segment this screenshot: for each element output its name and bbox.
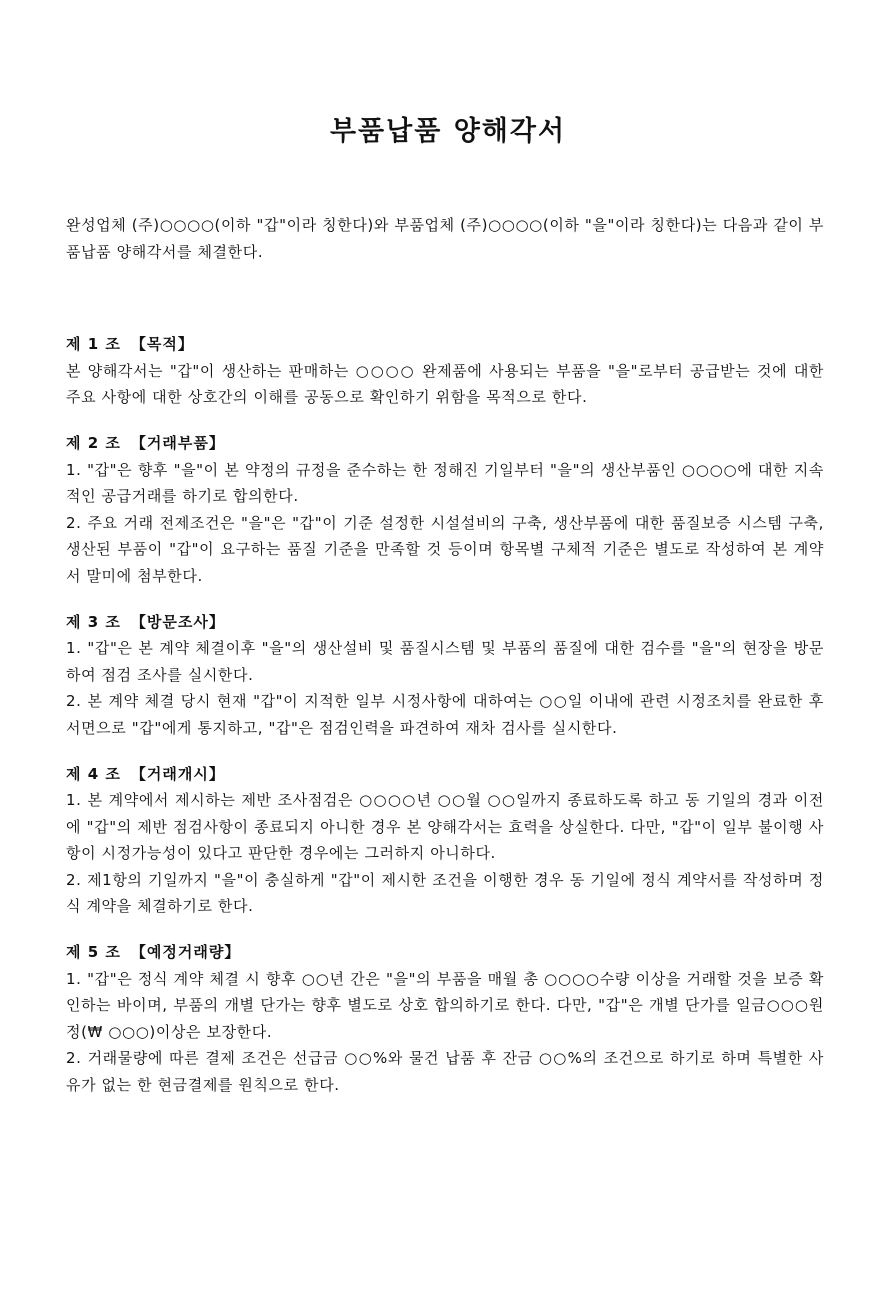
article-paragraph: 1. "갑"은 본 계약 체결이후 "을"의 생산설비 및 품질시스템 및 부품의 품질에 대한 검수를 "을"의 현장을 방문하여 점검 조사를 실시한다. [66,639,824,684]
article-paragraph: 2. 거래물량에 따른 결제 조건은 선급금 ○○%와 물건 납품 후 잔금 ○○%의 조건으로 하기로 하며 특별한 사유가 없는 한 현금결제를 원칙으로 한다. [66,1049,824,1095]
article-title: 【거래부품】 [130,433,225,452]
article-paragraph: 2. 본 계약 체결 당시 현재 "갑"이 지적한 일부 시정사항에 대하여는 ○○일 이내에 관련 시정조치를 완료한 후 서면으로 "갑"에게 통지하고, "갑"은 점검인력을 파견하여 재차 검사를 실시한다. [66,692,824,737]
article-number: 제 4 조 [66,764,121,783]
article-number: 제 1 조 [66,335,121,354]
article-4 [66,761,824,921]
article-number: 제 3 조 [66,612,121,631]
article-title: 【예정거래량】 [130,943,241,962]
article-number: 제 5 조 [66,943,121,962]
article-2 [66,430,824,590]
article-3 [66,609,824,742]
article-heading [66,331,824,358]
article-5 [66,939,824,1099]
article-paragraph: 1. "갑"은 정식 계약 체결 시 향후 ○○년 간은 "을"의 부품을 매월 총 ○○○○수량 이상을 거래할 것을 보증 확인하는 바이며, 부품의 개별 단가는 향후 별도로 상호 합의하기로 한다. 다만, "갑"은 개별 단가를 일금○○○원정(₩ ○○○)이상은 보장한다. [66,969,824,1041]
article-paragraph: 2. 제1항의 기일까지 "을"이 충실하게 "갑"이 제시한 조건을 이행한 경우 동 기일에 정식 계약서를 작성하며 정식 계약을 체결하기로 한다. [66,870,824,916]
article-paragraph: 본 양해각서는 "갑"이 생산하는 판매하는 ○○○○ 완제품에 사용되는 부품을 "을"로부터 공급받는 것에 대한 주요 사항에 대한 상호간의 이해를 공동으로 확인하기 위함을 목적으로 한다. [66,361,824,407]
article-title: 【방문조사】 [130,612,225,631]
document-body [66,212,824,1118]
article-number: 제 2 조 [66,433,121,452]
article-1 [66,331,824,411]
article-heading [66,761,824,788]
article-heading [66,430,824,457]
article-title: 【거래개시】 [130,764,225,783]
article-paragraph: 2. 주요 거래 전제조건은 "을"은 "갑"이 기준 설정한 시설설비의 구축, 생산부품에 대한 품질보증 시스템 구축, 생산된 부품이 "갑"이 요구하는 품질 기준을 만족할 것 등이며 항목별 구체적 기준은 별도로 작성하여 본 계약서 말미에 첨부한다. [66,513,824,585]
article-heading [66,609,824,636]
document-title: 부품납품 양해각서 [329,116,567,147]
intro-paragraph: 완성업체 (주)○○○○(이하 "갑"이라 칭한다)와 부품업체 (주)○○○○(이하 "을"이라 칭한다)는 다음과 같이 부품납품 양해각서를 체결한다. [66,216,824,261]
article-heading [66,939,824,966]
article-paragraph: 1. 본 계약에서 제시하는 제반 조사점검은 ○○○○년 ○○월 ○○일까지 종료하도록 하고 동 기일의 경과 이전에 "갑"의 제반 점검사항이 종료되지 아니한 경우 본 양해각서는 효력을 상실한다. 다만, "갑"이 일부 불이행 사항이 시정가능성이 있다고 판단한 경우에는 그러하지 아니하다. [66,791,824,863]
article-paragraph: 1. "갑"은 향후 "을"이 본 약정의 규정을 준수하는 한 정해진 기일부터 "을"의 생산부품인 ○○○○에 대한 지속적인 공급거래를 하기로 합의한다. [66,460,824,506]
article-title: 【목적】 [130,335,194,354]
